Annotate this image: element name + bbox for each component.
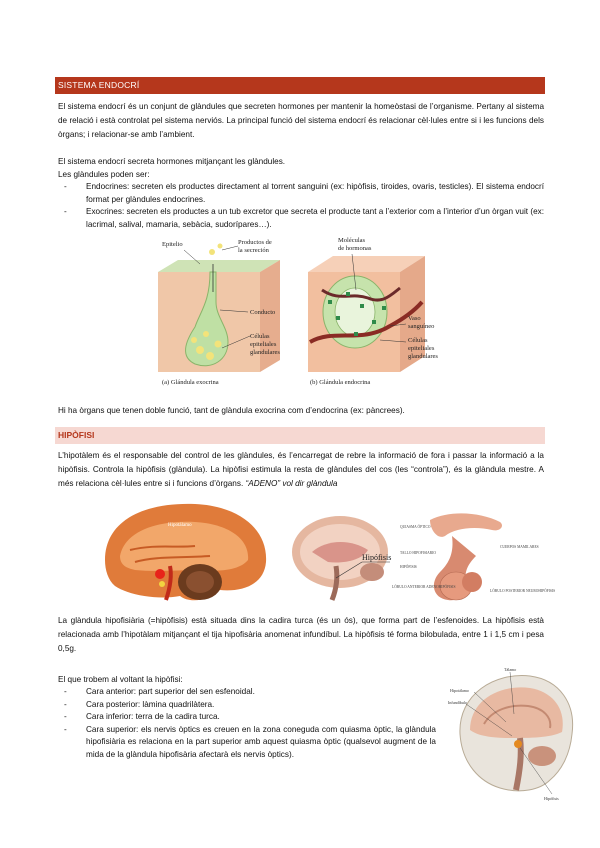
label-hormonas: de hormonas (338, 245, 372, 252)
label-celulas-a: Células (250, 333, 270, 340)
adeno-note: “ADENO” vol dir glàndula (245, 479, 338, 488)
list-item: - Cara posterior: làmina quadrilàtera. (58, 699, 436, 712)
exocrine-endocrine-figure (150, 232, 450, 394)
gland-types-list (58, 181, 544, 231)
list-item: - Cara anterior: part superior del sen esfenoidal. (58, 686, 436, 699)
list-item: - Cara inferior: terra de la cadira turca. (58, 711, 436, 724)
label-moleculas: Moléculas (338, 237, 366, 244)
label-conducto: Conducto (250, 309, 276, 316)
line-secreta-hormones: El sistema endocrí secreta hormones mitjançant les glàndules. (58, 157, 286, 166)
section-header-hipofisi (55, 427, 545, 444)
section-header-sistema-endocri (55, 77, 545, 94)
label-hipofisis-skull: Hipófisis (544, 796, 559, 801)
label-celulas-b: Células (408, 337, 428, 344)
label-epiteliales-b: epiteliales (408, 345, 435, 352)
label-quiasma: QUIASMA ÓPTICO (400, 525, 431, 529)
label-lobulo-posterior: LÓBULO POSTERIOR NEUROHIPÓFISIS (490, 589, 556, 593)
label-talamo: Tálamo (504, 667, 517, 672)
label-productos: Productos de (238, 239, 272, 246)
label-cuerpos: CUERPOS MAMILARES (500, 545, 539, 549)
label-lobulo-anterior: LÓBULO ANTERIOR ADENOHIPÓFISIS (392, 585, 456, 589)
label-tallo: TALLO HIPOFISIARIO (400, 551, 436, 555)
label-glandulares-a: glandulares (250, 349, 280, 356)
line-glandules-poden-ser: Les glàndules poden ser: (58, 170, 150, 179)
label-glandulares-b: glandulares (408, 353, 438, 360)
skull-sagittal-figure (440, 664, 580, 804)
section-title: SISTEMA ENDOCRÍ (58, 80, 140, 90)
label-sanguineo: sanguíneo (408, 323, 435, 330)
hipotalem-paragraph (58, 449, 544, 491)
list-item: - Exocrines: secreten els productes a un tub excretor que secreta el producte tant a l’exterior com a l’interior d’un òrgan vuit (ex: lacrimal, salival, mamaria, sebàcia, sudorípares…). (58, 206, 544, 231)
intro-paragraph: El sistema endocrí és un conjunt de glàndules que secreten hormones per mantenir la homeòstasi de l’organisme. Pertany al sistema de relació i està controlat pel sistema nerviós. La principal funció del sistema endocrí és relacionar cèl·lules entre si i les funcions dels òrgans; i relacionar-se amb l’ambient. (58, 102, 544, 139)
label-infundibulo: Infundíbulo (448, 700, 467, 705)
list-item: - Endocrines: secreten els productes directament al torrent sanguini (ex: hipòfisis, tiroides, ovaris, testicles). El sistema endocrí format per glàndules endocrines. (58, 181, 544, 206)
label-hipofisis-small: HIPÓFISIS (400, 565, 417, 569)
label-vaso: Vaso (408, 315, 421, 322)
brain-cross-section-illustration (105, 504, 266, 600)
around-hipofisi-list (58, 686, 436, 761)
label-epitelio: Epitelio (162, 241, 183, 248)
caption-endocrina: (b) Glándula endocrina (310, 379, 371, 386)
hipofisi-location-paragraph: La glàndula hipofisiària (=hipòfisis) està situada dins la cadira turca (és un ós), que forma part de l’esfenoides. La hipòfisis està relacionada amb l’hipotàlam mitjançant el tija hipofisària anomenat infundíbul. La hipòfisis té forma bilobulada, entre 1 i 1,5 cm i pesa 0,5g. (58, 616, 544, 653)
label-hipofisis: Hipófisis (362, 553, 392, 562)
around-title: El que trobem al voltant la hipòfisi: (58, 675, 183, 684)
brain-figures (100, 500, 556, 610)
label-secrecion: la secreción (238, 247, 269, 254)
paragraph-text: L’hipotàlem és el responsable del control de les glàndules, és l’encarregat de rebre la informació de fora i passar la informació a la hipòfisis. Controla la hipòfisis (glàndula). La hipòfisi estimula la resta de glàndules del cos (les “controla”), és la glàndula mestre. A més relaciona cèl·lules entre si i funcions d’òrgans. (58, 451, 544, 488)
section-title: HIPÒFISI (58, 430, 95, 440)
caption-exocrina: (a) Glándula exocrina (162, 379, 219, 386)
label-epiteliales-a: epiteliales (250, 341, 277, 348)
closing-line-pancrees: Hi ha òrgans que tenen doble funció, tant de glàndula exocrina com d’endocrina (ex: pàncrees). (58, 406, 405, 415)
list-item: - Cara superior: els nervis òptics es creuen en la zona coneguda com quiasma òptic, la glàndula hipofisiària es relaciona en la part superior amb aquest quiasma òptic (qualsevol augment de la mida de la glàndula hipofisària afectarà els nervis òptics). (58, 724, 436, 762)
label-hipotalamo: Hipotálamo (168, 523, 192, 528)
label-hipotalamo-skull: Hipotálamo (450, 688, 469, 693)
